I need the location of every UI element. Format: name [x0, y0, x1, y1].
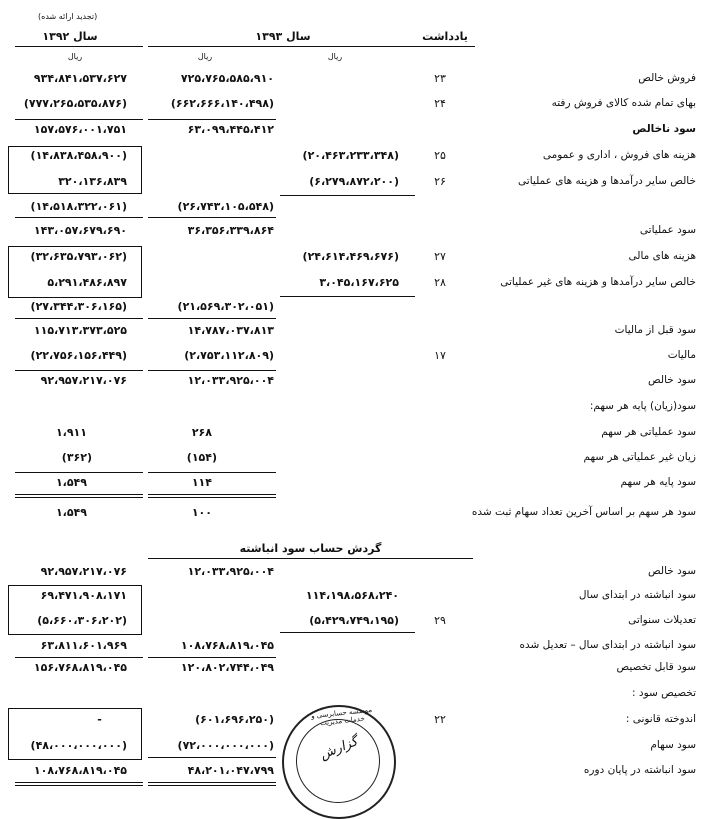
row-value-1392: (۷۷۷،۲۶۵،۵۳۵،۸۷۶)	[23, 97, 127, 110]
row-label: خالص سایر درآمدها و هزینه های عملیاتی	[518, 175, 696, 187]
row-value-1392: ۵،۲۹۱،۴۸۶،۸۹۷	[47, 276, 127, 289]
row-value-1393: ۱۱۴	[191, 476, 212, 489]
row-value-1393-detail: (۵،۴۲۹،۷۴۹،۱۹۵)	[309, 614, 399, 627]
row-value-1392: ۳۲۰،۱۳۶،۸۳۹	[58, 175, 127, 188]
row-value-1393-detail: (۲۰،۴۶۳،۲۳۳،۳۴۸)	[302, 149, 399, 162]
row-label: سود هر سهم بر اساس آخرین تعداد سهام ثبت شده	[471, 506, 696, 518]
row-value-1392: ۱،۵۴۹	[55, 506, 87, 519]
row-label: فروش خالص	[638, 72, 696, 84]
row-value-1393: (۶۶۲،۶۶۶،۱۴۰،۴۹۸)	[170, 97, 274, 110]
row-label: سود خالص	[648, 565, 696, 577]
stamp-ring-text: موسسه حسابرسی و خدمات مدیریت	[310, 705, 373, 728]
row-value-1393: ۶۳،۰۹۹،۴۴۵،۴۱۲	[187, 123, 274, 136]
row-value-1393-detail: ۳،۰۴۵،۱۶۷،۶۲۵	[319, 276, 399, 289]
row-value-1393-detail: (۶،۲۷۹،۸۷۲،۲۰۰)	[309, 175, 399, 188]
row-label: سود قبل از مالیات	[614, 324, 696, 336]
row-label: زیان غیر عملیاتی هر سهم	[583, 451, 696, 463]
retained-earnings-title: گردش حساب سود انباشته	[239, 542, 382, 555]
row-value-1393: ۱۲،۰۳۳،۹۲۵،۰۰۴	[187, 374, 274, 387]
row-label: بهای تمام شده کالای فروش رفته	[551, 97, 696, 109]
row-label: خالص سایر درآمدها و هزینه های غیر عملیاتی	[500, 276, 696, 288]
row-value-1393: ۱۲۰،۸۰۲،۷۴۴،۰۴۹	[180, 661, 274, 674]
row-value-1392: ۶۹،۴۷۱،۹۰۸،۱۷۱	[40, 589, 127, 602]
row-subtotal-1393: (۲۱،۵۶۹،۳۰۲،۰۵۱)	[177, 300, 274, 313]
unit-label-1392: ریال	[67, 52, 83, 61]
row-value-1392: ۱۵۶،۷۶۸،۸۱۹،۰۴۵	[33, 661, 127, 674]
stamp-center-text: گزارش	[318, 734, 360, 763]
row-value-1393: ۱۰۸،۷۶۸،۸۱۹،۰۴۵	[180, 639, 274, 652]
row-value-1393: (۷۲،۰۰۰،۰۰۰،۰۰۰)	[177, 739, 274, 752]
row-note: ۲۷	[434, 250, 446, 263]
row-value-1393: (۶۰۱،۶۹۶،۲۵۰)	[195, 713, 274, 726]
row-value-1392: ۱۴۳،۰۵۷،۶۷۹،۶۹۰	[33, 224, 127, 237]
row-value-1392: (۵،۶۶۰،۳۰۶،۲۰۲)	[37, 614, 127, 627]
row-value-1392: ۱،۹۱۱	[55, 426, 87, 439]
row-value-1392: (۳۲،۶۳۵،۷۹۳،۰۶۲)	[30, 250, 127, 263]
row-note: ۲۹	[434, 614, 446, 627]
row-value-1392: ۹۳۴،۸۴۱،۵۳۷،۶۲۷	[33, 72, 127, 85]
row-value-1392: (۴۸،۰۰۰،۰۰۰،۰۰۰)	[30, 739, 127, 752]
row-value-1393-detail: ۱۱۴،۱۹۸،۵۶۸،۲۴۰	[305, 589, 399, 602]
row-label: سود عملیاتی هر سهم	[601, 426, 696, 438]
row-value-1393: ۱۰۰	[191, 506, 212, 519]
row-label: سود(زیان) پایه هر سهم:	[589, 400, 696, 412]
row-value-1392: (۱۴،۸۳۸،۴۵۸،۹۰۰)	[30, 149, 127, 162]
row-value-1392: ۶۳،۸۱۱،۶۰۱،۹۶۹	[40, 639, 127, 652]
row-value-1392: ۹۲،۹۵۷،۲۱۷،۰۷۶	[40, 374, 127, 387]
row-note: ۱۷	[434, 349, 446, 362]
unit-label-1393-b: ریال	[197, 52, 213, 61]
row-note: ۲۲	[434, 713, 446, 726]
row-note: ۲۸	[434, 276, 446, 289]
row-label: تعدیلات سنواتی	[628, 614, 696, 626]
row-label: سود قابل تخصیص	[616, 661, 696, 673]
row-label: هزینه های مالی	[628, 250, 696, 262]
row-subtotal-1392: (۱۴،۵۱۸،۳۲۲،۰۶۱)	[30, 200, 127, 213]
auditor-stamp	[282, 705, 396, 819]
year-1393-header: سال ۱۳۹۳	[255, 30, 311, 43]
row-value-1393: ۳۶،۳۵۶،۳۳۹،۸۶۴	[187, 224, 274, 237]
row-label: سود انباشته در پایان دوره	[583, 764, 696, 776]
row-subtotal-1392: (۲۷،۳۴۴،۳۰۶،۱۶۵)	[30, 300, 127, 313]
row-value-1393: ۴۸،۲۰۱،۰۴۷،۷۹۹	[187, 764, 274, 777]
row-label: تخصیص سود :	[632, 687, 696, 699]
row-value-1393: ۲۶۸	[191, 426, 212, 439]
row-value-1392: (۳۶۲)	[61, 451, 92, 464]
row-label: سود ناخالص	[632, 123, 696, 135]
row-value-1392: ۱۱۵،۷۱۳،۳۷۳،۵۲۵	[33, 324, 127, 337]
row-note: ۲۳	[434, 72, 446, 85]
row-label: سود سهام	[650, 739, 696, 751]
row-value-1393: ۷۲۵،۷۶۵،۵۸۵،۹۱۰	[180, 72, 274, 85]
row-value-1392: -	[97, 713, 102, 726]
row-value-1393: ۱۴،۷۸۷،۰۳۷،۸۱۳	[187, 324, 274, 337]
row-value-1393: ۱۲،۰۳۳،۹۲۵،۰۰۴	[187, 565, 274, 578]
row-value-1392: ۱۵۷،۵۷۶،۰۰۱،۷۵۱	[33, 123, 127, 136]
row-note: ۲۵	[434, 149, 446, 162]
row-value-1393-detail: (۲۴،۶۱۴،۴۶۹،۶۷۶)	[302, 250, 399, 263]
restated-note: (تجدید ارائه شده)	[38, 12, 98, 21]
row-value-1392: ۹۲،۹۵۷،۲۱۷،۰۷۶	[40, 565, 127, 578]
row-label: سود انباشته در ابتدای سال	[578, 589, 696, 601]
row-value-1392: (۲۲،۷۵۶،۱۵۶،۴۴۹)	[30, 349, 127, 362]
row-label: سود خالص	[648, 374, 696, 386]
row-label: سود پایه هر سهم	[620, 476, 696, 488]
row-label: سود عملیاتی	[639, 224, 696, 236]
row-value-1393: (۱۵۴)	[186, 451, 217, 464]
row-note: ۲۴	[434, 97, 446, 110]
unit-label-1393-a: ریال	[327, 52, 343, 61]
row-label: سود انباشته در ابتدای سال – تعدیل شده	[519, 639, 696, 651]
row-note: ۲۶	[434, 175, 446, 188]
row-subtotal-1393: (۲۶،۷۴۳،۱۰۵،۵۴۸)	[177, 200, 274, 213]
row-value-1393: (۲،۷۵۳،۱۱۲،۸۰۹)	[184, 349, 274, 362]
row-label: هزینه های فروش ، اداری و عمومی	[542, 149, 696, 161]
row-label: مالیات	[667, 349, 696, 361]
note-column-header: یادداشت	[422, 30, 468, 43]
row-value-1392: ۱،۵۴۹	[55, 476, 87, 489]
row-value-1392: ۱۰۸،۷۶۸،۸۱۹،۰۴۵	[33, 764, 127, 777]
row-label: اندوخته قانونی :	[625, 713, 696, 725]
year-1392-header: سال ۱۳۹۲	[42, 30, 98, 43]
